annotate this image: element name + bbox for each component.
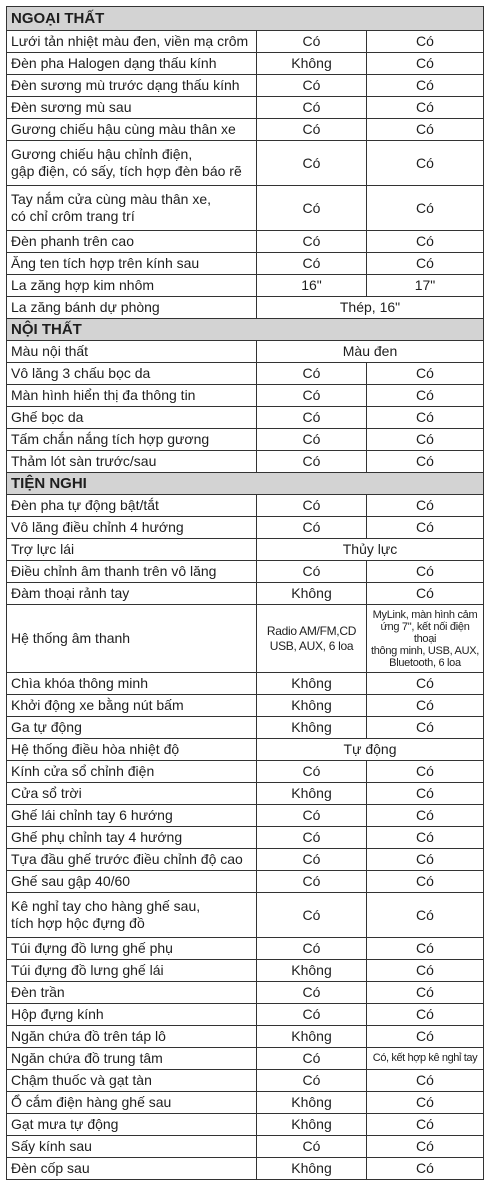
feature-name: Vô lăng 3 chấu bọc da — [7, 363, 257, 385]
value-version-2: Có — [367, 1070, 484, 1092]
table-row — [7, 75, 484, 97]
table-row — [7, 717, 484, 739]
value-version-1: Không — [257, 1026, 367, 1048]
feature-name: Hệ thống âm thanh — [7, 605, 257, 673]
feature-name: Chìa khóa thông minh — [7, 673, 257, 695]
table-row — [7, 297, 484, 319]
table-row — [7, 451, 484, 473]
feature-name: Túi đựng đồ lưng ghế phụ — [7, 938, 257, 960]
value-version-2: Có — [367, 827, 484, 849]
value-version-1: Không — [257, 1092, 367, 1114]
value-version-2: Có — [367, 451, 484, 473]
table-row — [7, 141, 484, 186]
table-row — [7, 275, 484, 297]
value-version-1: Có — [257, 119, 367, 141]
table-row — [7, 495, 484, 517]
table-row — [7, 982, 484, 1004]
value-version-1: Không — [257, 673, 367, 695]
feature-name: Gương chiếu hậu chỉnh điện, gập điện, có sấy, tích hợp đèn báo rẽ — [7, 141, 257, 186]
feature-name: Hệ thống điều hòa nhiệt độ — [7, 739, 257, 761]
table-row — [7, 827, 484, 849]
table-row — [7, 871, 484, 893]
feature-name: Túi đựng đồ lưng ghế lái — [7, 960, 257, 982]
value-version-2: Có — [367, 938, 484, 960]
table-row — [7, 561, 484, 583]
table-row — [7, 605, 484, 673]
feature-name: Cửa sổ trời — [7, 783, 257, 805]
spec-table — [6, 6, 484, 1180]
value-version-1: Có — [257, 407, 367, 429]
value-version-2: Có, kết hợp kê nghỉ tay — [367, 1048, 484, 1070]
value-version-2: Có — [367, 75, 484, 97]
value-version-1: Có — [257, 186, 367, 231]
value-version-1: Có — [257, 893, 367, 938]
table-row — [7, 849, 484, 871]
value-version-1: Có — [257, 75, 367, 97]
feature-name: Gương chiếu hậu cùng màu thân xe — [7, 119, 257, 141]
value-version-2: Có — [367, 561, 484, 583]
value-version-1: Không — [257, 783, 367, 805]
table-row — [7, 1114, 484, 1136]
table-row — [7, 583, 484, 605]
value-version-1: Có — [257, 31, 367, 53]
value-version-1: Có — [257, 871, 367, 893]
feature-name: Đèn pha tự động bật/tắt — [7, 495, 257, 517]
value-version-2: Có — [367, 53, 484, 75]
section-title: NGOẠI THẤT — [7, 7, 484, 31]
value-version-1: Có — [257, 938, 367, 960]
table-row — [7, 1136, 484, 1158]
value-version-2: Có — [367, 495, 484, 517]
value-version-2: Có — [367, 960, 484, 982]
table-row — [7, 938, 484, 960]
feature-name: Ngăn chứa đồ trên táp lô — [7, 1026, 257, 1048]
value-version-2: MyLink, màn hình cảm ứng 7", kết nối điện thoại thông minh, USB, AUX, Bluetooth, 6 loa — [367, 605, 484, 673]
table-row — [7, 1004, 484, 1026]
value-version-1: Có — [257, 231, 367, 253]
table-row — [7, 231, 484, 253]
value-version-1: Không — [257, 695, 367, 717]
value-version-2: Có — [367, 783, 484, 805]
table-row — [7, 805, 484, 827]
value-both-versions: Thép, 16" — [257, 297, 484, 319]
table-row — [7, 31, 484, 53]
value-version-1: Có — [257, 385, 367, 407]
section-header-row — [7, 7, 484, 31]
table-row — [7, 739, 484, 761]
feature-name: Đèn trần — [7, 982, 257, 1004]
value-version-2: Có — [367, 385, 484, 407]
feature-name: Đàm thoại rảnh tay — [7, 583, 257, 605]
value-version-1: Có — [257, 849, 367, 871]
feature-name: Chậm thuốc và gạt tàn — [7, 1070, 257, 1092]
table-row — [7, 960, 484, 982]
feature-name: Điều chỉnh âm thanh trên vô lăng — [7, 561, 257, 583]
feature-name: Đèn phanh trên cao — [7, 231, 257, 253]
value-version-1: Có — [257, 517, 367, 539]
feature-name: Khởi động xe bằng nút bấm — [7, 695, 257, 717]
value-version-1: Không — [257, 1114, 367, 1136]
value-version-1: Có — [257, 495, 367, 517]
feature-name: Ga tự động — [7, 717, 257, 739]
value-version-1: Không — [257, 583, 367, 605]
table-row — [7, 429, 484, 451]
table-row — [7, 97, 484, 119]
value-version-2: Có — [367, 1114, 484, 1136]
value-version-2: Có — [367, 1092, 484, 1114]
feature-name: Đèn sương mù sau — [7, 97, 257, 119]
section-title: NỘI THẤT — [7, 319, 484, 341]
feature-name: Tựa đầu ghế trước điều chỉnh độ cao — [7, 849, 257, 871]
value-version-2: Có — [367, 253, 484, 275]
value-version-1: Có — [257, 1070, 367, 1092]
value-version-2: Có — [367, 695, 484, 717]
feature-name: Kính cửa sổ chỉnh điện — [7, 761, 257, 783]
table-row — [7, 186, 484, 231]
value-version-2: Có — [367, 849, 484, 871]
value-version-2: Có — [367, 119, 484, 141]
value-version-1: Có — [257, 1136, 367, 1158]
feature-name: Tay nắm cửa cùng màu thân xe, có chỉ crôm trang trí — [7, 186, 257, 231]
feature-name: La zăng bánh dự phòng — [7, 297, 257, 319]
value-version-1: Không — [257, 960, 367, 982]
feature-name: Kê nghỉ tay cho hàng ghế sau, tích hợp hộc đựng đồ — [7, 893, 257, 938]
value-version-1: Có — [257, 141, 367, 186]
table-row — [7, 363, 484, 385]
value-both-versions: Màu đen — [257, 341, 484, 363]
table-row — [7, 893, 484, 938]
table-row — [7, 673, 484, 695]
table-row — [7, 385, 484, 407]
section-title: TIỆN NGHI — [7, 473, 484, 495]
value-version-2: Có — [367, 31, 484, 53]
value-version-1: Radio AM/FM,CD USB, AUX, 6 loa — [257, 605, 367, 673]
feature-name: Vô lăng điều chỉnh 4 hướng — [7, 517, 257, 539]
value-version-1: Có — [257, 97, 367, 119]
value-version-2: Có — [367, 363, 484, 385]
feature-name: La zăng hợp kim nhôm — [7, 275, 257, 297]
feature-name: Đèn sương mù trước dạng thấu kính — [7, 75, 257, 97]
spec-table-body — [7, 7, 484, 1180]
value-version-2: Có — [367, 231, 484, 253]
value-version-1: Có — [257, 451, 367, 473]
table-row — [7, 341, 484, 363]
value-version-1: Có — [257, 561, 367, 583]
feature-name: Thảm lót sàn trước/sau — [7, 451, 257, 473]
value-version-2: Có — [367, 761, 484, 783]
value-version-1: Có — [257, 827, 367, 849]
value-version-2: Có — [367, 407, 484, 429]
value-version-1: Có — [257, 982, 367, 1004]
feature-name: Đèn pha Halogen dạng thấu kính — [7, 53, 257, 75]
feature-name: Ngăn chứa đồ trung tâm — [7, 1048, 257, 1070]
feature-name: Ghế bọc da — [7, 407, 257, 429]
feature-name: Màn hình hiển thị đa thông tin — [7, 385, 257, 407]
feature-name: Ổ cắm điện hàng ghế sau — [7, 1092, 257, 1114]
feature-name: Sấy kính sau — [7, 1136, 257, 1158]
feature-name: Trợ lực lái — [7, 539, 257, 561]
value-version-1: Có — [257, 761, 367, 783]
value-version-2: Có — [367, 1026, 484, 1048]
value-version-2: Có — [367, 1136, 484, 1158]
value-version-2: 17" — [367, 275, 484, 297]
feature-name: Lưới tản nhiệt màu đen, viền mạ crôm — [7, 31, 257, 53]
feature-name: Ghế lái chỉnh tay 6 hướng — [7, 805, 257, 827]
value-version-2: Có — [367, 1158, 484, 1180]
value-version-1: Có — [257, 805, 367, 827]
value-version-2: Có — [367, 141, 484, 186]
table-row — [7, 407, 484, 429]
value-both-versions: Tự động — [257, 739, 484, 761]
feature-name: Gạt mưa tự động — [7, 1114, 257, 1136]
value-version-2: Có — [367, 186, 484, 231]
value-version-2: Có — [367, 517, 484, 539]
value-version-1: Có — [257, 253, 367, 275]
section-header-row — [7, 319, 484, 341]
table-row — [7, 1026, 484, 1048]
table-row — [7, 53, 484, 75]
value-version-2: Có — [367, 982, 484, 1004]
feature-name: Tấm chắn nắng tích hợp gương — [7, 429, 257, 451]
table-row — [7, 517, 484, 539]
value-version-2: Có — [367, 583, 484, 605]
feature-name: Ghế phụ chỉnh tay 4 hướng — [7, 827, 257, 849]
table-row — [7, 119, 484, 141]
table-row — [7, 695, 484, 717]
value-both-versions: Thủy lực — [257, 539, 484, 561]
value-version-2: Có — [367, 673, 484, 695]
value-version-1: Có — [257, 1004, 367, 1026]
value-version-1: Có — [257, 363, 367, 385]
feature-name: Đèn cốp sau — [7, 1158, 257, 1180]
value-version-1: Có — [257, 1048, 367, 1070]
feature-name: Màu nội thất — [7, 341, 257, 363]
table-row — [7, 783, 484, 805]
value-version-2: Có — [367, 1004, 484, 1026]
feature-name: Ghế sau gập 40/60 — [7, 871, 257, 893]
feature-name: Hộp đựng kính — [7, 1004, 257, 1026]
section-header-row — [7, 473, 484, 495]
table-row — [7, 1158, 484, 1180]
value-version-1: Không — [257, 717, 367, 739]
value-version-2: Có — [367, 97, 484, 119]
value-version-1: Không — [257, 1158, 367, 1180]
value-version-1: Có — [257, 429, 367, 451]
table-row — [7, 761, 484, 783]
value-version-2: Có — [367, 871, 484, 893]
table-row — [7, 1048, 484, 1070]
value-version-2: Có — [367, 893, 484, 938]
table-row — [7, 253, 484, 275]
value-version-2: Có — [367, 805, 484, 827]
table-row — [7, 1070, 484, 1092]
value-version-2: Có — [367, 429, 484, 451]
value-version-2: Có — [367, 717, 484, 739]
value-version-1: Không — [257, 53, 367, 75]
table-row — [7, 539, 484, 561]
feature-name: Ăng ten tích hợp trên kính sau — [7, 253, 257, 275]
table-row — [7, 1092, 484, 1114]
value-version-1: 16" — [257, 275, 367, 297]
